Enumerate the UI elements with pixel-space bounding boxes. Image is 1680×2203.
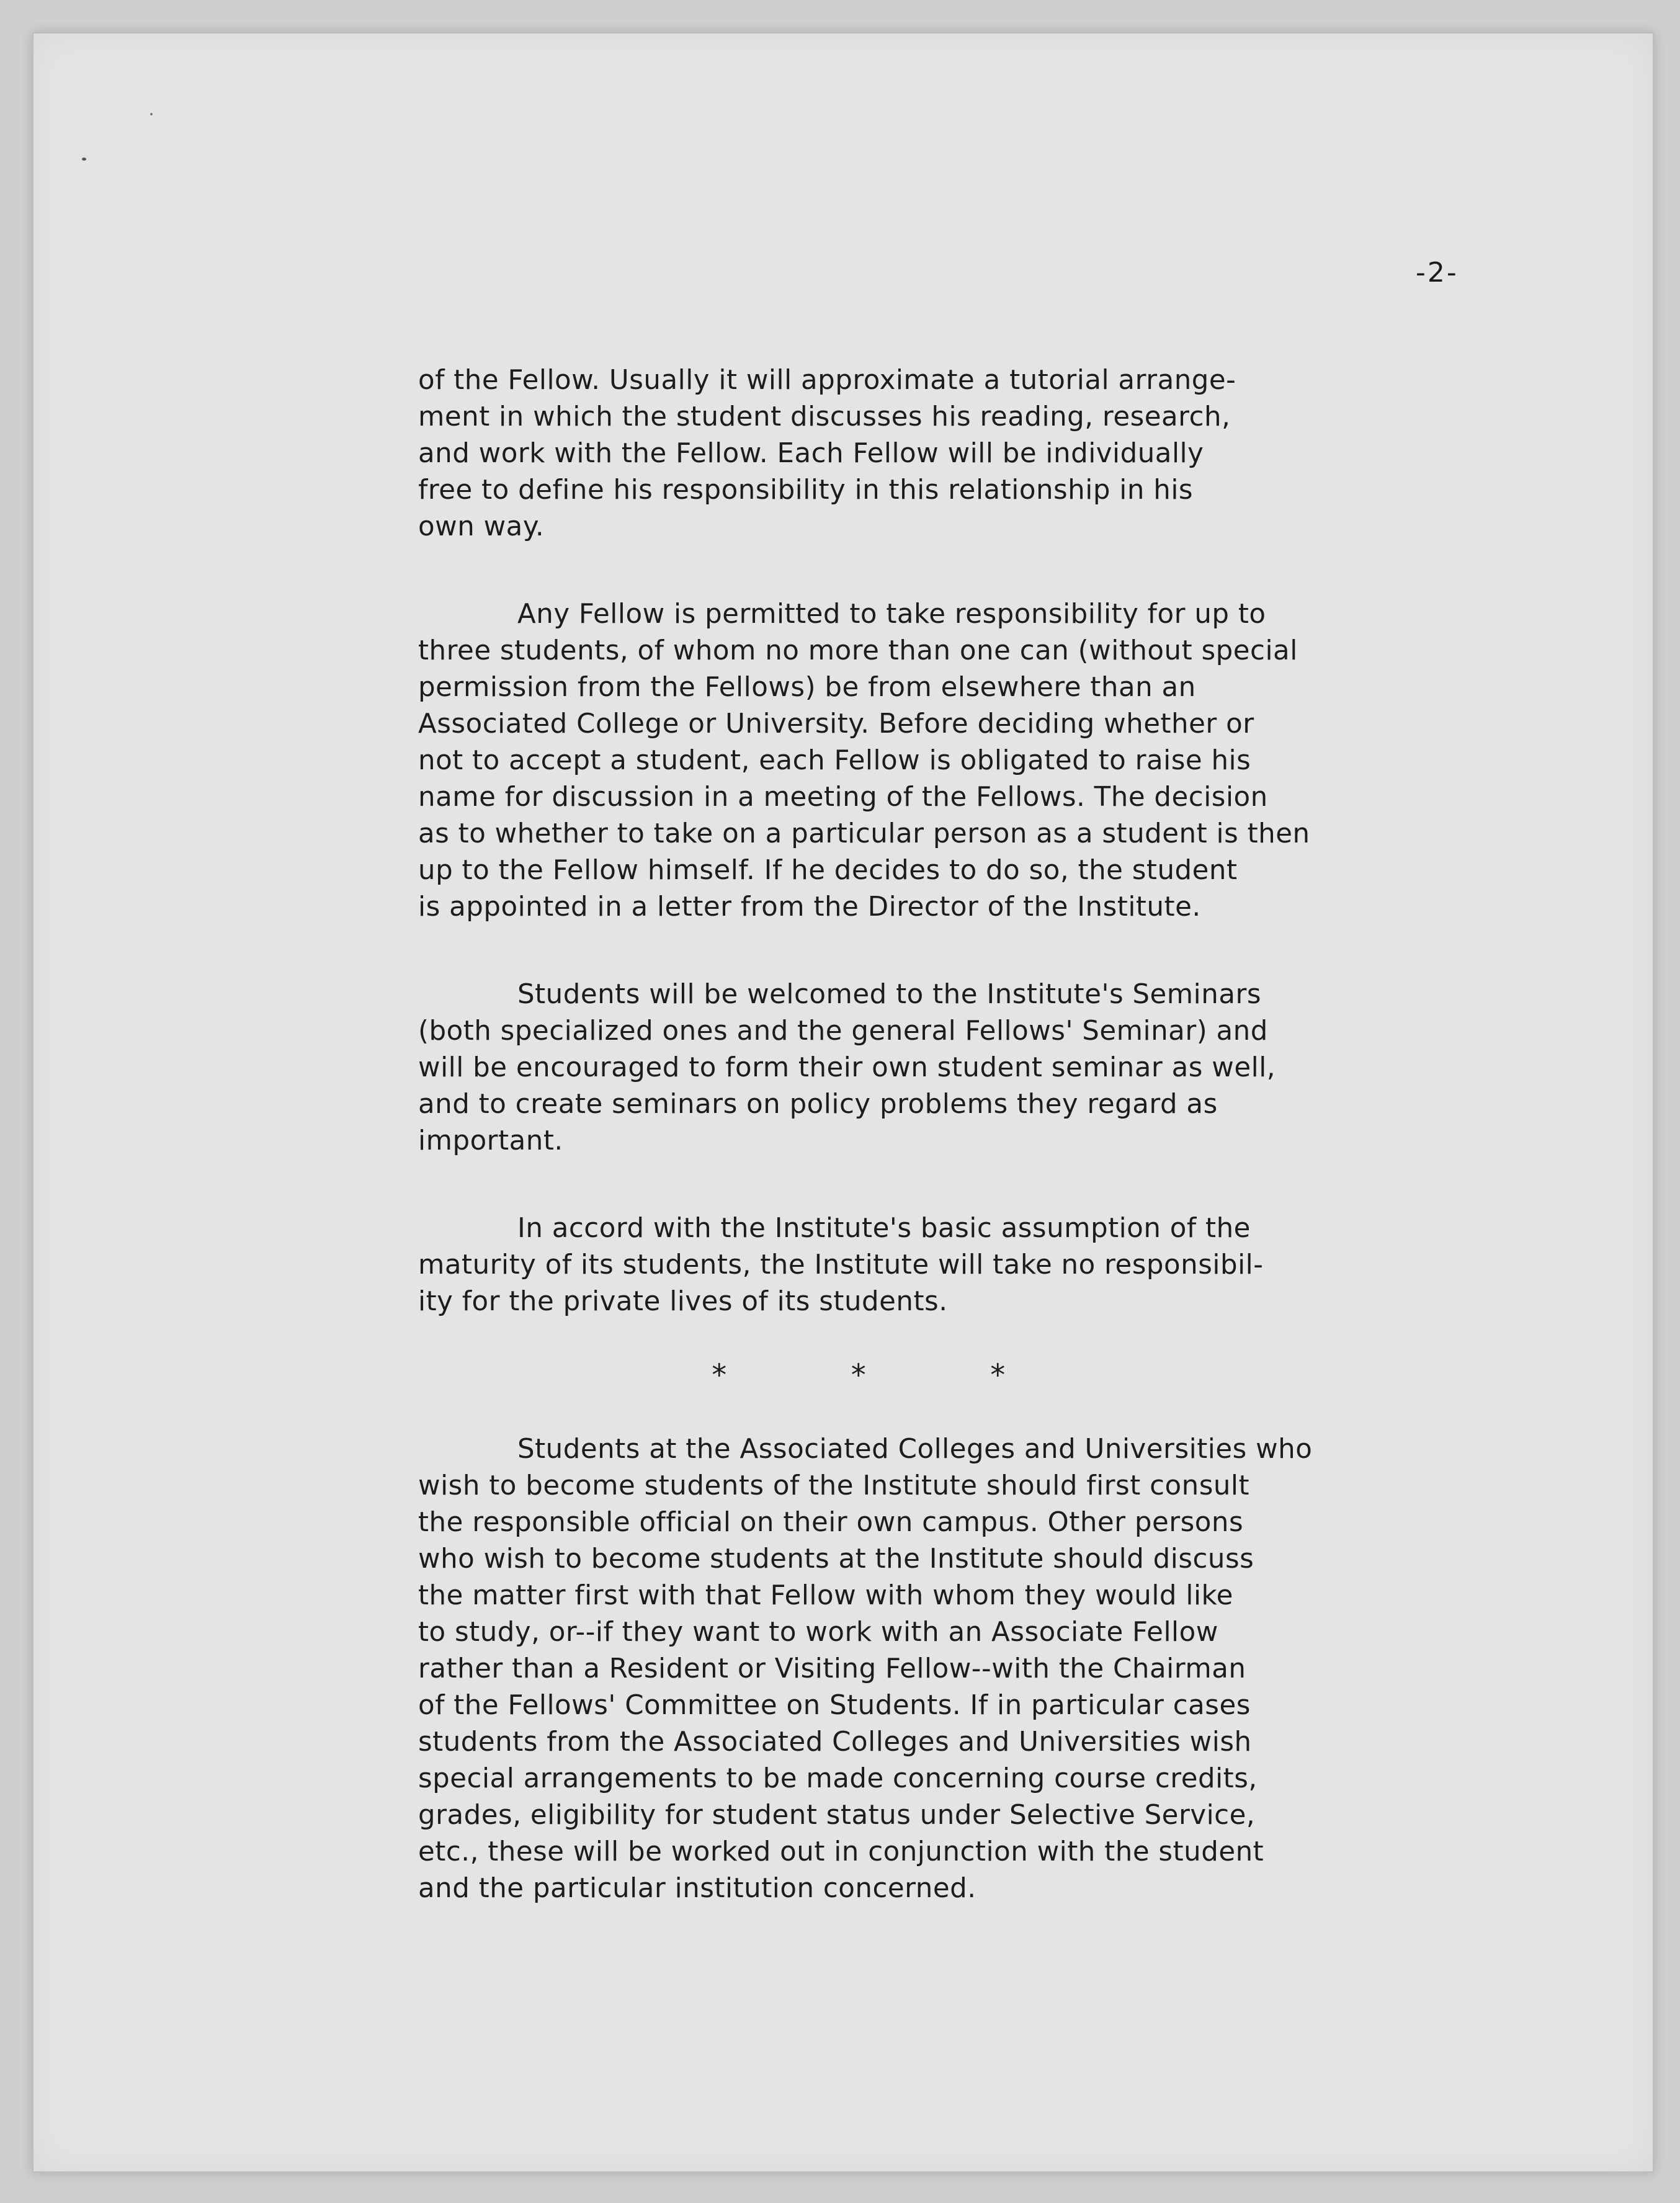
separator-asterisk: * <box>712 1358 727 1393</box>
text-line: and to create seminars on policy problems they regard as <box>418 1089 1218 1120</box>
text-line: Students at the Associated Colleges and Universities who <box>517 1434 1313 1465</box>
text-line: of the Fellow. Usually it will approximate a tutorial arrange- <box>418 365 1236 396</box>
separator-asterisk: * <box>990 1358 1006 1393</box>
text-line: wish to become students of the Institute should first consult <box>418 1470 1250 1501</box>
text-line: not to accept a student, each Fellow is obligated to raise his <box>418 745 1251 776</box>
text-line: is appointed in a letter from the Director of the Institute. <box>418 891 1201 923</box>
text-line: the matter first with that Fellow with whom they would like <box>418 1580 1233 1611</box>
text-line: up to the Fellow himself. If he decides to do so, the student <box>418 855 1238 886</box>
text-line: the responsible official on their own campus. Other persons <box>418 1507 1244 1538</box>
text-line: Any Fellow is permitted to take responsibility for up to <box>517 599 1266 630</box>
paper-speck <box>82 158 86 161</box>
text-line: permission from the Fellows) be from elsewhere than an <box>418 672 1196 703</box>
text-line: students from the Associated Colleges and Universities wish <box>418 1727 1252 1758</box>
text-line: as to whether to take on a particular person as a student is then <box>418 818 1310 849</box>
text-line: In accord with the Institute's basic assumption of the <box>517 1213 1251 1244</box>
text-line: (both specialized ones and the general Fellows' Seminar) and <box>418 1016 1268 1047</box>
text-line: etc., these will be worked out in conjunction with the student <box>418 1836 1264 1867</box>
separator-asterisk: * <box>851 1358 867 1393</box>
text-line: name for discussion in a meeting of the Fellows. The decision <box>418 782 1268 813</box>
paragraph-4 <box>418 1210 1473 1320</box>
text-line: special arrangements to be made concerning course credits, <box>418 1763 1258 1794</box>
text-line: grades, eligibility for student status under Selective Service, <box>418 1800 1256 1831</box>
text-line: Students will be welcomed to the Institute's Seminars <box>517 979 1262 1010</box>
text-line: of the Fellows' Committee on Students. If in particular cases <box>418 1690 1251 1721</box>
text-line: who wish to become students at the Institute should discuss <box>418 1544 1254 1575</box>
text-line: will be encouraged to form their own student seminar as well, <box>418 1052 1276 1083</box>
text-line: rather than a Resident or Visiting Fellow--with the Chairman <box>418 1653 1246 1684</box>
page-number: -2- <box>1416 257 1459 288</box>
text-line: important. <box>418 1125 563 1156</box>
document-body <box>418 362 1473 1958</box>
text-line: and the particular institution concerned. <box>418 1873 976 1904</box>
text-line: and work with the Fellow. Each Fellow will be individually <box>418 438 1204 469</box>
text-line: free to define his responsibility in this relationship in his <box>418 475 1194 506</box>
paragraph-1 <box>418 362 1473 545</box>
document-page <box>32 32 1654 2173</box>
text-line: to study, or--if they want to work with an Associate Fellow <box>418 1617 1218 1648</box>
text-line: ment in which the student discusses his reading, research, <box>418 401 1231 432</box>
paragraph-5 <box>418 1431 1473 1907</box>
section-separator <box>418 1357 1299 1394</box>
paper-speck <box>150 113 153 115</box>
paragraph-3 <box>418 976 1473 1160</box>
text-line: ity for the private lives of its students. <box>418 1286 948 1317</box>
text-line: own way. <box>418 511 545 542</box>
text-line: maturity of its students, the Institute will take no responsibil- <box>418 1249 1264 1280</box>
text-line: three students, of whom no more than one can (without special <box>418 635 1298 666</box>
paragraph-2 <box>418 596 1473 926</box>
text-line: Associated College or University. Before deciding whether or <box>418 708 1254 740</box>
